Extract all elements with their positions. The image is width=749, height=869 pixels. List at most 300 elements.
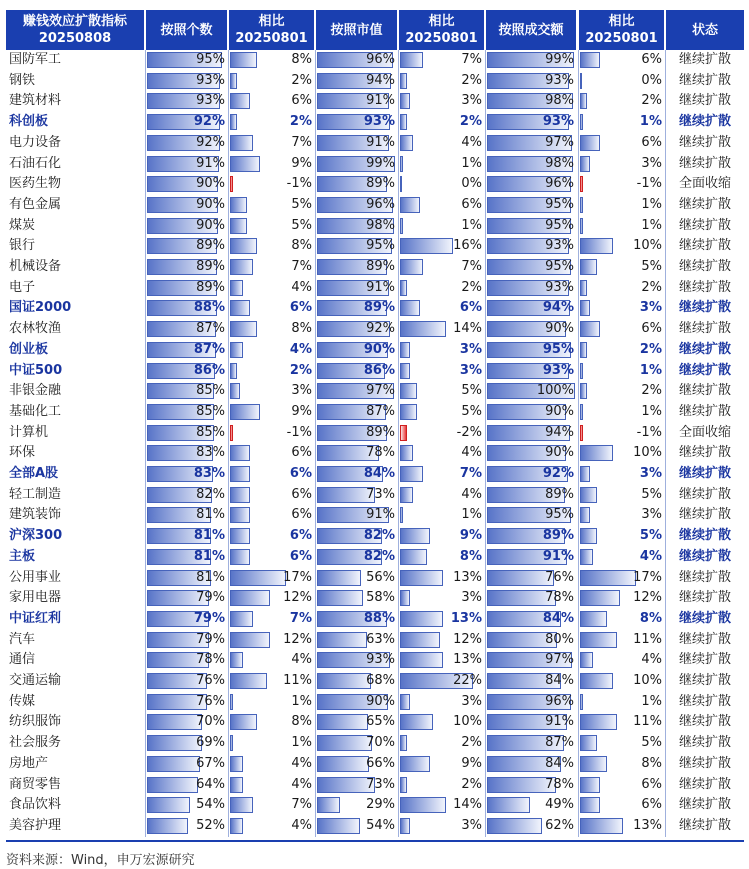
- cell-value: 3%: [291, 383, 312, 399]
- cell-value: 83%: [193, 466, 225, 481]
- cell-mcap: [316, 71, 397, 92]
- cell-count-chg: [229, 50, 314, 71]
- cell-value: 81%: [196, 507, 225, 523]
- cell-value: 93%: [363, 114, 395, 130]
- cell-count-chg: [229, 464, 314, 485]
- row-name: 主板: [9, 548, 36, 564]
- row-status: 继续扩散: [678, 259, 731, 274]
- cell-mcap: [316, 402, 397, 423]
- cell-turnover: [486, 423, 576, 444]
- row-name: 农林牧渔: [9, 321, 62, 337]
- cell-value: 68%: [366, 673, 395, 688]
- cell-value: 62%: [545, 817, 574, 833]
- cell-count: [146, 50, 227, 71]
- cell-turnover: [486, 236, 576, 257]
- cell-count: [146, 340, 227, 361]
- data-bar: [580, 259, 597, 275]
- cell-turnover-chg: [579, 298, 664, 319]
- cell-mcap: [316, 568, 397, 589]
- cell-value: 91%: [366, 93, 395, 109]
- cell-turnover: [486, 650, 576, 671]
- table-row: [6, 91, 744, 112]
- cell-value: 17%: [283, 569, 312, 585]
- data-bar: [230, 756, 243, 772]
- data-bar: [230, 590, 270, 606]
- row-status: 继续扩散: [678, 673, 731, 688]
- row-status: 继续扩散: [678, 631, 731, 647]
- data-bar: [580, 156, 590, 172]
- data-bar: [147, 797, 190, 813]
- data-bar: [230, 735, 233, 751]
- cell-value: 84%: [545, 755, 574, 771]
- data-bar: [400, 652, 443, 668]
- cell-turnover-chg: [579, 402, 664, 423]
- cell-value: 76%: [545, 569, 574, 585]
- cell-turnover-chg: [579, 278, 664, 299]
- cell-value: 2%: [641, 93, 662, 109]
- cell-mcap-chg: [399, 630, 484, 651]
- cell-count-chg: [229, 526, 314, 547]
- cell-value: 69%: [196, 735, 225, 751]
- cell-value: 90%: [545, 445, 574, 461]
- cell-value: 13%: [450, 610, 482, 626]
- data-bar: [400, 694, 410, 710]
- cell-count-chg: [229, 505, 314, 526]
- data-bar: [580, 777, 600, 793]
- cell-mcap-chg: [399, 112, 484, 133]
- data-bar: [580, 466, 590, 482]
- data-bar: [580, 176, 583, 192]
- data-bar: [317, 570, 361, 586]
- cell-value: 90%: [196, 176, 225, 192]
- cell-value: 13%: [633, 817, 662, 833]
- row-name: 机械设备: [9, 259, 62, 274]
- cell-count-chg: [229, 609, 314, 630]
- cell-value: 67%: [196, 755, 225, 771]
- cell-count-chg: [229, 671, 314, 692]
- cell-value: 8%: [641, 755, 662, 771]
- table-row: [6, 174, 744, 195]
- data-bar: [400, 135, 413, 151]
- row-name: 电力设备: [9, 134, 62, 150]
- cell-mcap-chg: [399, 91, 484, 112]
- cell-mcap: [316, 588, 397, 609]
- data-bar: [580, 714, 617, 730]
- row-name: 建筑材料: [9, 93, 62, 109]
- cell-turnover-chg: [579, 257, 664, 278]
- cell-count: [146, 568, 227, 589]
- cell-turnover-chg: [579, 71, 664, 92]
- cell-mcap: [316, 712, 397, 733]
- data-bar: [230, 73, 237, 89]
- row-name: 公用事业: [9, 569, 62, 585]
- cell-count: [146, 278, 227, 299]
- table-row: [6, 154, 744, 175]
- cell-value: 89%: [196, 238, 225, 254]
- cell-value: 98%: [545, 155, 574, 171]
- cell-mcap: [316, 526, 397, 547]
- cell-value: 89%: [366, 259, 395, 274]
- cell-value: 98%: [545, 93, 574, 109]
- cell-count-chg: [229, 319, 314, 340]
- table-row: [6, 443, 744, 464]
- row-name: 沪深300: [9, 528, 63, 544]
- cell-mcap: [316, 505, 397, 526]
- cell-mcap-chg: [399, 361, 484, 382]
- row-name: 社会服务: [9, 735, 62, 751]
- cell-value: 89%: [366, 424, 395, 440]
- row-status: 继续扩散: [678, 217, 731, 233]
- cell-count-chg: [229, 588, 314, 609]
- cell-value: -1%: [636, 424, 662, 440]
- cell-turnover-chg: [579, 733, 664, 754]
- row-name: 创业板: [9, 341, 49, 357]
- data-bar: [400, 777, 407, 793]
- data-bar: [400, 218, 403, 234]
- cell-value: 3%: [641, 155, 662, 171]
- data-bar: [230, 611, 253, 627]
- row-status: 继续扩散: [678, 569, 731, 585]
- cell-turnover: [486, 630, 576, 651]
- data-bar: [230, 549, 250, 565]
- cell-value: 2%: [289, 362, 312, 378]
- data-bar: [487, 570, 554, 586]
- row-status: 全面收缩: [678, 424, 731, 440]
- data-bar: [400, 445, 413, 461]
- row-name: 商贸零售: [9, 776, 62, 792]
- data-bar: [400, 280, 407, 296]
- cell-value: 16%: [453, 238, 482, 254]
- data-bar: [400, 383, 417, 399]
- cell-value: 3%: [461, 693, 482, 709]
- row-status: 继续扩散: [678, 341, 731, 357]
- table-row: [6, 712, 744, 733]
- cell-mcap-chg: [399, 775, 484, 796]
- table-row: [6, 195, 744, 216]
- cell-value: 91%: [366, 507, 395, 523]
- cell-value: 9%: [291, 403, 312, 419]
- row-name: 建筑装饰: [9, 507, 62, 523]
- table-row: [6, 505, 744, 526]
- cell-value: 96%: [366, 52, 395, 67]
- row-status: 继续扩散: [678, 548, 731, 564]
- cell-mcap: [316, 671, 397, 692]
- cell-value: 4%: [639, 548, 662, 564]
- cell-value: 1%: [641, 196, 662, 212]
- cell-turnover: [486, 195, 576, 216]
- cell-value: 12%: [283, 631, 312, 647]
- cell-value: 85%: [196, 424, 225, 440]
- cell-value: 6%: [641, 797, 662, 813]
- cell-count-chg: [229, 278, 314, 299]
- cell-turnover: [486, 754, 576, 775]
- data-bar: [580, 238, 613, 254]
- cell-value: 64%: [196, 776, 225, 792]
- data-bar: [400, 756, 430, 772]
- cell-value: 89%: [196, 259, 225, 274]
- cell-value: 0%: [461, 176, 482, 192]
- cell-value: 93%: [545, 238, 574, 254]
- column-divider: [315, 50, 316, 837]
- cell-value: 94%: [366, 72, 395, 88]
- cell-value: 8%: [291, 238, 312, 254]
- table-row: [6, 381, 744, 402]
- cell-value: 5%: [641, 735, 662, 751]
- data-bar: [147, 777, 198, 793]
- data-bar: [317, 632, 367, 648]
- table-row: [6, 236, 744, 257]
- cell-count: [146, 650, 227, 671]
- cell-count-chg: [229, 630, 314, 651]
- cell-value: 6%: [291, 486, 312, 502]
- data-bar: [317, 797, 340, 813]
- cell-value: 84%: [545, 673, 574, 688]
- cell-value: 65%: [366, 714, 395, 730]
- cell-value: 5%: [461, 403, 482, 419]
- cell-mcap-chg: [399, 154, 484, 175]
- data-bar: [580, 404, 583, 420]
- cell-mcap: [316, 547, 397, 568]
- cell-value: 9%: [291, 155, 312, 171]
- row-status: 继续扩散: [678, 776, 731, 792]
- cell-mcap-chg: [399, 609, 484, 630]
- cell-value: 2%: [641, 383, 662, 399]
- cell-value: 6%: [641, 134, 662, 150]
- row-status: 继续扩散: [678, 300, 731, 316]
- row-status: 继续扩散: [678, 610, 731, 626]
- data-bar: [230, 176, 233, 192]
- cell-value: 52%: [196, 817, 225, 833]
- cell-value: 4%: [461, 486, 482, 502]
- cell-value: 5%: [291, 217, 312, 233]
- cell-turnover-chg: [579, 712, 664, 733]
- row-name: 食品饮料: [9, 797, 62, 813]
- cell-count: [146, 423, 227, 444]
- cell-turnover-chg: [579, 319, 664, 340]
- cell-value: 1%: [639, 362, 662, 378]
- cell-value: 66%: [366, 755, 395, 771]
- row-name: 银行: [9, 238, 36, 254]
- cell-value: 87%: [193, 341, 225, 357]
- data-bar: [230, 673, 267, 689]
- data-bar: [400, 73, 407, 89]
- cell-value: 5%: [461, 383, 482, 399]
- cell-count: [146, 795, 227, 816]
- cell-count: [146, 154, 227, 175]
- cell-value: 3%: [639, 300, 662, 316]
- cell-value: 9%: [461, 755, 482, 771]
- cell-value: 82%: [363, 528, 395, 544]
- cell-mcap-chg: [399, 298, 484, 319]
- row-name: 全部A股: [9, 466, 59, 481]
- cell-turnover: [486, 712, 576, 733]
- cell-count-chg: [229, 361, 314, 382]
- cell-value: 1%: [641, 403, 662, 419]
- cell-turnover-chg: [579, 609, 664, 630]
- data-bar: [230, 197, 247, 213]
- data-bar: [400, 197, 420, 213]
- cell-turnover-chg: [579, 361, 664, 382]
- cell-value: 90%: [196, 217, 225, 233]
- row-status: 继续扩散: [678, 528, 731, 544]
- cell-value: 91%: [366, 134, 395, 150]
- cell-value: 6%: [641, 321, 662, 337]
- cell-value: 97%: [366, 383, 395, 399]
- row-status: 继续扩散: [678, 52, 731, 67]
- cell-turnover: [486, 505, 576, 526]
- cell-value: 90%: [545, 403, 574, 419]
- cell-mcap-chg: [399, 692, 484, 713]
- cell-turnover-chg: [579, 816, 664, 837]
- table-row: [6, 278, 744, 299]
- cell-turnover-chg: [579, 133, 664, 154]
- cell-turnover: [486, 547, 576, 568]
- cell-mcap-chg: [399, 319, 484, 340]
- row-name: 传媒: [9, 693, 36, 709]
- cell-value: 87%: [545, 735, 574, 751]
- cell-count: [146, 775, 227, 796]
- cell-value: 86%: [193, 362, 225, 378]
- cell-mcap: [316, 298, 397, 319]
- cell-value: 6%: [459, 300, 482, 316]
- data-bar: [580, 73, 582, 89]
- cell-count-chg: [229, 795, 314, 816]
- cell-value: 6%: [291, 93, 312, 109]
- cell-value: 88%: [363, 610, 395, 626]
- cell-count-chg: [229, 547, 314, 568]
- cell-value: 56%: [366, 569, 395, 585]
- data-bar: [230, 694, 233, 710]
- cell-value: 100%: [536, 383, 574, 399]
- data-bar: [487, 818, 542, 834]
- data-bar: [230, 363, 237, 379]
- table-row: [6, 402, 744, 423]
- cell-turnover: [486, 278, 576, 299]
- cell-mcap-chg: [399, 754, 484, 775]
- cell-value: 3%: [459, 341, 482, 357]
- cell-turnover-chg: [579, 568, 664, 589]
- cell-value: 1%: [639, 114, 662, 130]
- cell-value: 78%: [366, 445, 395, 461]
- cell-count-chg: [229, 154, 314, 175]
- data-bar: [400, 300, 420, 316]
- cell-value: 82%: [363, 548, 395, 564]
- cell-turnover-chg: [579, 505, 664, 526]
- row-name: 纺织服饰: [9, 714, 62, 730]
- column-divider: [145, 50, 146, 837]
- cell-value: 12%: [453, 631, 482, 647]
- cell-turnover-chg: [579, 154, 664, 175]
- cell-mcap-chg: [399, 195, 484, 216]
- cell-value: 4%: [291, 776, 312, 792]
- row-name: 家用电器: [9, 590, 62, 606]
- data-bar: [400, 52, 423, 68]
- cell-turnover: [486, 526, 576, 547]
- header-by-mcap: 按照市值: [316, 10, 397, 50]
- cell-count-chg: [229, 216, 314, 237]
- cell-value: 10%: [633, 238, 662, 254]
- table-row: [6, 464, 744, 485]
- cell-mcap: [316, 733, 397, 754]
- cell-turnover: [486, 402, 576, 423]
- cell-turnover: [486, 692, 576, 713]
- cell-mcap: [316, 630, 397, 651]
- data-bar: [400, 156, 403, 172]
- row-name: 美容护理: [9, 817, 62, 833]
- data-bar: [230, 818, 243, 834]
- cell-count-chg: [229, 443, 314, 464]
- cell-turnover: [486, 154, 576, 175]
- cell-mcap-chg: [399, 340, 484, 361]
- cell-count: [146, 733, 227, 754]
- cell-mcap: [316, 775, 397, 796]
- table-row: [6, 588, 744, 609]
- cell-value: 14%: [453, 321, 482, 337]
- column-divider: [485, 50, 486, 837]
- cell-count-chg: [229, 423, 314, 444]
- cell-value: 9%: [459, 528, 482, 544]
- cell-mcap: [316, 112, 397, 133]
- row-status: 继续扩散: [678, 652, 731, 668]
- cell-value: 6%: [289, 528, 312, 544]
- cell-value: 13%: [453, 569, 482, 585]
- data-bar: [230, 797, 253, 813]
- cell-value: 5%: [641, 259, 662, 274]
- data-bar: [400, 507, 403, 523]
- cell-value: 58%: [366, 590, 395, 606]
- cell-count-chg: [229, 692, 314, 713]
- data-bar: [580, 756, 607, 772]
- cell-value: 93%: [196, 72, 225, 88]
- data-bar: [230, 714, 257, 730]
- cell-mcap-chg: [399, 257, 484, 278]
- cell-mcap: [316, 650, 397, 671]
- row-name: 非银金融: [9, 383, 62, 399]
- cell-turnover: [486, 671, 576, 692]
- column-divider: [665, 50, 666, 837]
- cell-turnover: [486, 816, 576, 837]
- row-status: 继续扩散: [678, 486, 731, 502]
- cell-value: 2%: [291, 72, 312, 88]
- cell-turnover-chg: [579, 547, 664, 568]
- data-bar: [580, 52, 600, 68]
- cell-count-chg: [229, 485, 314, 506]
- cell-turnover-chg: [579, 50, 664, 71]
- table-row: [6, 568, 744, 589]
- column-divider: [228, 50, 229, 837]
- data-bar: [400, 114, 407, 130]
- data-bar: [400, 238, 453, 254]
- column-divider: [398, 50, 399, 837]
- cell-count: [146, 133, 227, 154]
- row-name: 环保: [9, 445, 36, 461]
- cell-turnover-chg: [579, 630, 664, 651]
- cell-mcap: [316, 154, 397, 175]
- table-row: [6, 133, 744, 154]
- table-row: [6, 609, 744, 630]
- cell-mcap: [316, 278, 397, 299]
- cell-value: 0%: [641, 72, 662, 88]
- cell-mcap-chg: [399, 133, 484, 154]
- data-bar: [580, 218, 583, 234]
- cell-value: 1%: [461, 507, 482, 523]
- cell-mcap: [316, 174, 397, 195]
- row-status: 全面收缩: [678, 176, 731, 192]
- data-bar: [400, 570, 443, 586]
- cell-value: 93%: [196, 93, 225, 109]
- cell-count-chg: [229, 381, 314, 402]
- cell-value: 93%: [366, 652, 395, 668]
